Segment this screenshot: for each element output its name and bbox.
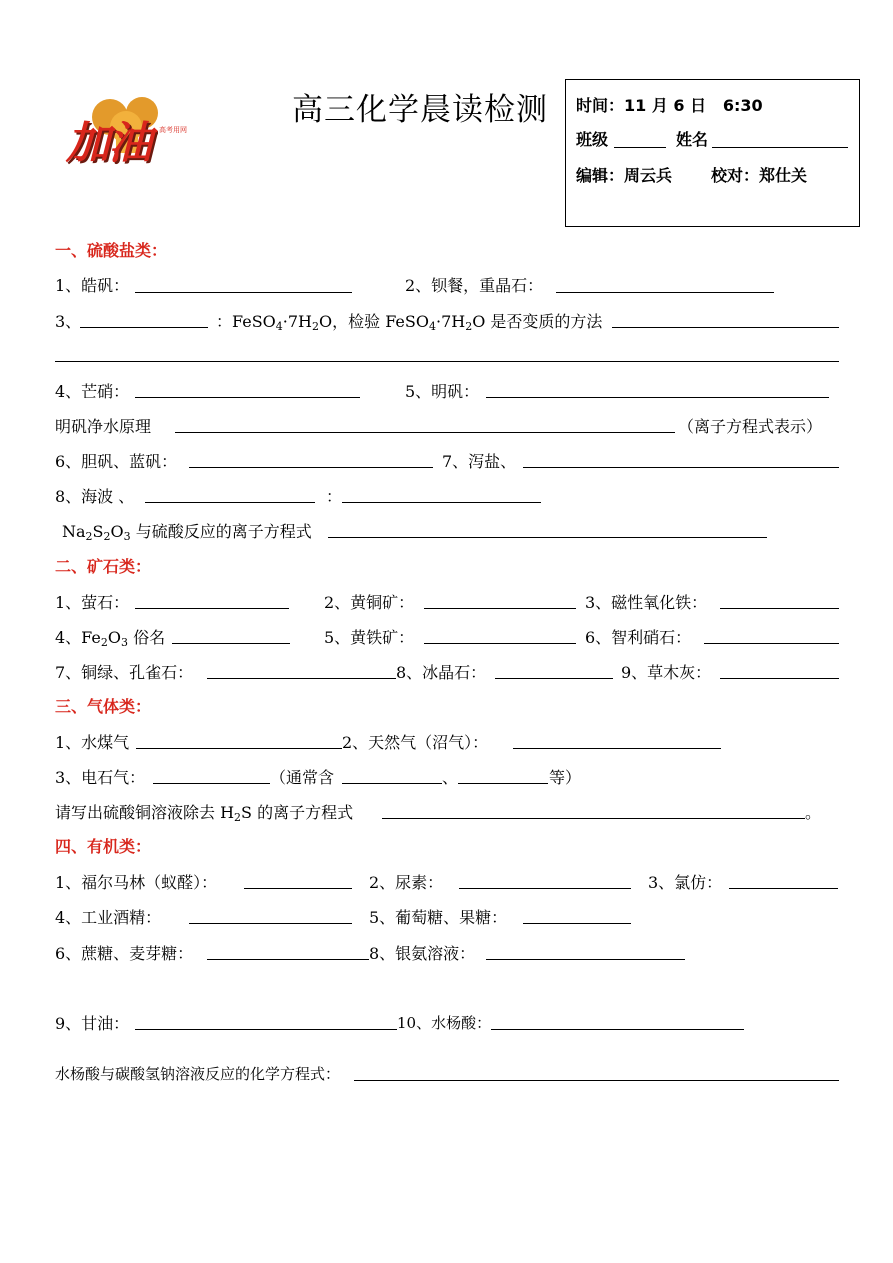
q-urea-label: 2、尿素： [369, 873, 444, 892]
answer-impurity-1[interactable] [342, 783, 442, 784]
answer-sucrose[interactable] [207, 959, 369, 960]
editor-label: 编辑：周云兵 [576, 166, 673, 185]
answer-glycerol[interactable] [135, 1029, 397, 1030]
answer-h2s-equation[interactable] [382, 818, 805, 819]
q-pyrite-label: 5、黄铁矿： [324, 628, 415, 647]
answer-blue-vitriol[interactable] [189, 467, 433, 468]
q-feso4-text: ：$FeSO_4\cdot 7H_2O$，检验 $FeSO_4\cdot 7H_2O$ 是否变质的方法 [216, 312, 603, 333]
q-industrial-alcohol-label: 4、工业酒精： [55, 908, 162, 927]
acetylene-separator: 、 [442, 768, 459, 787]
answer-salicylic-equation[interactable] [354, 1080, 839, 1081]
answer-fe2o3[interactable] [172, 643, 290, 644]
q-sucrose-label: 6、蔗糖、麦芽糖： [55, 944, 194, 963]
answer-chile-saltpeter[interactable] [704, 643, 839, 644]
q3-number: 3、 [55, 312, 82, 331]
acetylene-contains-text: （通常含 [270, 768, 335, 787]
q-zinc-vitriol-label: 1、皓矾： [55, 276, 130, 295]
q-hypo-label: 8、海波 、 [55, 487, 135, 506]
q-fluorite-label: 1、萤石： [55, 593, 130, 612]
q-malachite-label: 7、铜绿、孔雀石： [55, 663, 194, 682]
q-formalin-label: 1、福尔马林（蚁醛）： [55, 873, 218, 892]
class-label: 班级 [576, 130, 609, 149]
answer-industrial-alcohol[interactable] [189, 923, 352, 924]
q-epsom-salt-label: 7、泻盐、 [442, 452, 517, 471]
answer-chloroform[interactable] [729, 888, 838, 889]
answer-chalcopyrite[interactable] [424, 608, 576, 609]
checker-label: 校对：郑仕关 [711, 166, 808, 185]
answer-epsom-salt[interactable] [523, 467, 839, 468]
answer-alum-principle[interactable] [175, 432, 675, 433]
logo-text: 加油 [66, 118, 150, 169]
answer-na2s2o3-equation[interactable] [328, 537, 767, 538]
logo [66, 97, 198, 169]
logo-small-text: 高考用网 [159, 126, 187, 134]
q-fe2o3-label: 4、$Fe_2O_3$ 俗名 [55, 628, 166, 649]
name-label: 姓名 [676, 130, 709, 149]
q-chalcopyrite-label: 2、黄铜矿： [324, 593, 415, 612]
answer-magnetite[interactable] [720, 608, 839, 609]
alum-note: （离子方程式表示） [678, 417, 823, 436]
answer-formalin[interactable] [244, 888, 352, 889]
q-mirabilite-label: 4、芒硝： [55, 382, 130, 401]
answer-acetylene[interactable] [153, 783, 270, 784]
alum-principle-label: 明矾净水原理 [55, 417, 152, 436]
answer-water-gas[interactable] [136, 748, 342, 749]
answer-fluorite[interactable] [135, 608, 289, 609]
q-tollens-label: 8、银氨溶液： [369, 944, 476, 963]
q-alum-label: 5、明矾： [405, 382, 480, 401]
answer-green-vitriol[interactable] [80, 327, 208, 328]
answer-feso4-method-line2[interactable] [55, 361, 839, 362]
q-water-gas-label: 1、水煤气 [55, 733, 130, 752]
q-hypo-colon: ： [326, 487, 343, 506]
answer-salicylic[interactable] [491, 1029, 744, 1030]
time-row [576, 93, 763, 116]
q-blue-vitriol-label: 6、胆矾、蓝矾： [55, 452, 178, 471]
q-acetylene-label: 3、电石气： [55, 768, 146, 787]
q-barite-label: 2、钡餐，重晶石： [405, 276, 544, 295]
section3-heading: 三、气体类： [55, 697, 152, 716]
answer-feso4-method[interactable] [612, 327, 839, 328]
q-magnetite-label: 3、磁性氧化铁： [585, 593, 708, 612]
answer-hypo-name[interactable] [342, 502, 541, 503]
acetylene-end-text: 等） [549, 768, 582, 787]
answer-hypo-formula[interactable] [145, 502, 315, 503]
q-glycerol-label: 9、甘油： [55, 1014, 130, 1033]
answer-barite[interactable] [556, 292, 774, 293]
answer-zinc-vitriol[interactable] [135, 292, 352, 293]
answer-glucose[interactable] [523, 923, 631, 924]
section2-heading: 二、矿石类： [55, 557, 152, 576]
answer-urea[interactable] [459, 888, 631, 889]
answer-malachite[interactable] [207, 678, 396, 679]
clock-value: 6:30 [722, 96, 763, 115]
page-title: 高三化学晨读检测 [292, 92, 548, 128]
q-natural-gas-label: 2、天然气（沼气）： [342, 733, 489, 752]
info-box [565, 79, 860, 227]
q-salicylic-label: 10、水杨酸： [397, 1014, 492, 1032]
q-chile-saltpeter-label: 6、智利硝石： [585, 628, 692, 647]
answer-pyrite[interactable] [424, 643, 576, 644]
answer-alum[interactable] [486, 397, 829, 398]
answer-cryolite[interactable] [495, 678, 613, 679]
na2s2o3-text: $Na_2S_2O_3$ 与硫酸反应的离子方程式 [62, 522, 312, 543]
h2s-period: 。 [805, 803, 822, 822]
time-label: 时间： [576, 96, 625, 115]
q-glucose-label: 5、葡萄糖、果糖： [369, 908, 508, 927]
salicylic-reaction-label: 水杨酸与碳酸氢钠溶液反应的化学方程式： [55, 1065, 341, 1083]
class-field[interactable] [614, 147, 666, 148]
answer-tollens[interactable] [486, 959, 685, 960]
answer-potash[interactable] [720, 678, 839, 679]
section1-heading: 一、硫酸盐类： [55, 241, 168, 260]
answer-natural-gas[interactable] [513, 748, 721, 749]
answer-mirabilite[interactable] [135, 397, 360, 398]
answer-impurity-2[interactable] [458, 783, 548, 784]
q-cryolite-label: 8、冰晶石： [396, 663, 487, 682]
h2s-question-label: 请写出硫酸铜溶液除去 $H_2S$ 的离子方程式 [55, 803, 354, 824]
name-field[interactable] [712, 147, 848, 148]
date-value: 11 月 6 日 [624, 96, 707, 115]
q-potash-label: 9、草木灰： [621, 663, 712, 682]
section4-heading: 四、有机类： [55, 837, 152, 856]
q-chloroform-label: 3、氯仿： [648, 873, 723, 892]
